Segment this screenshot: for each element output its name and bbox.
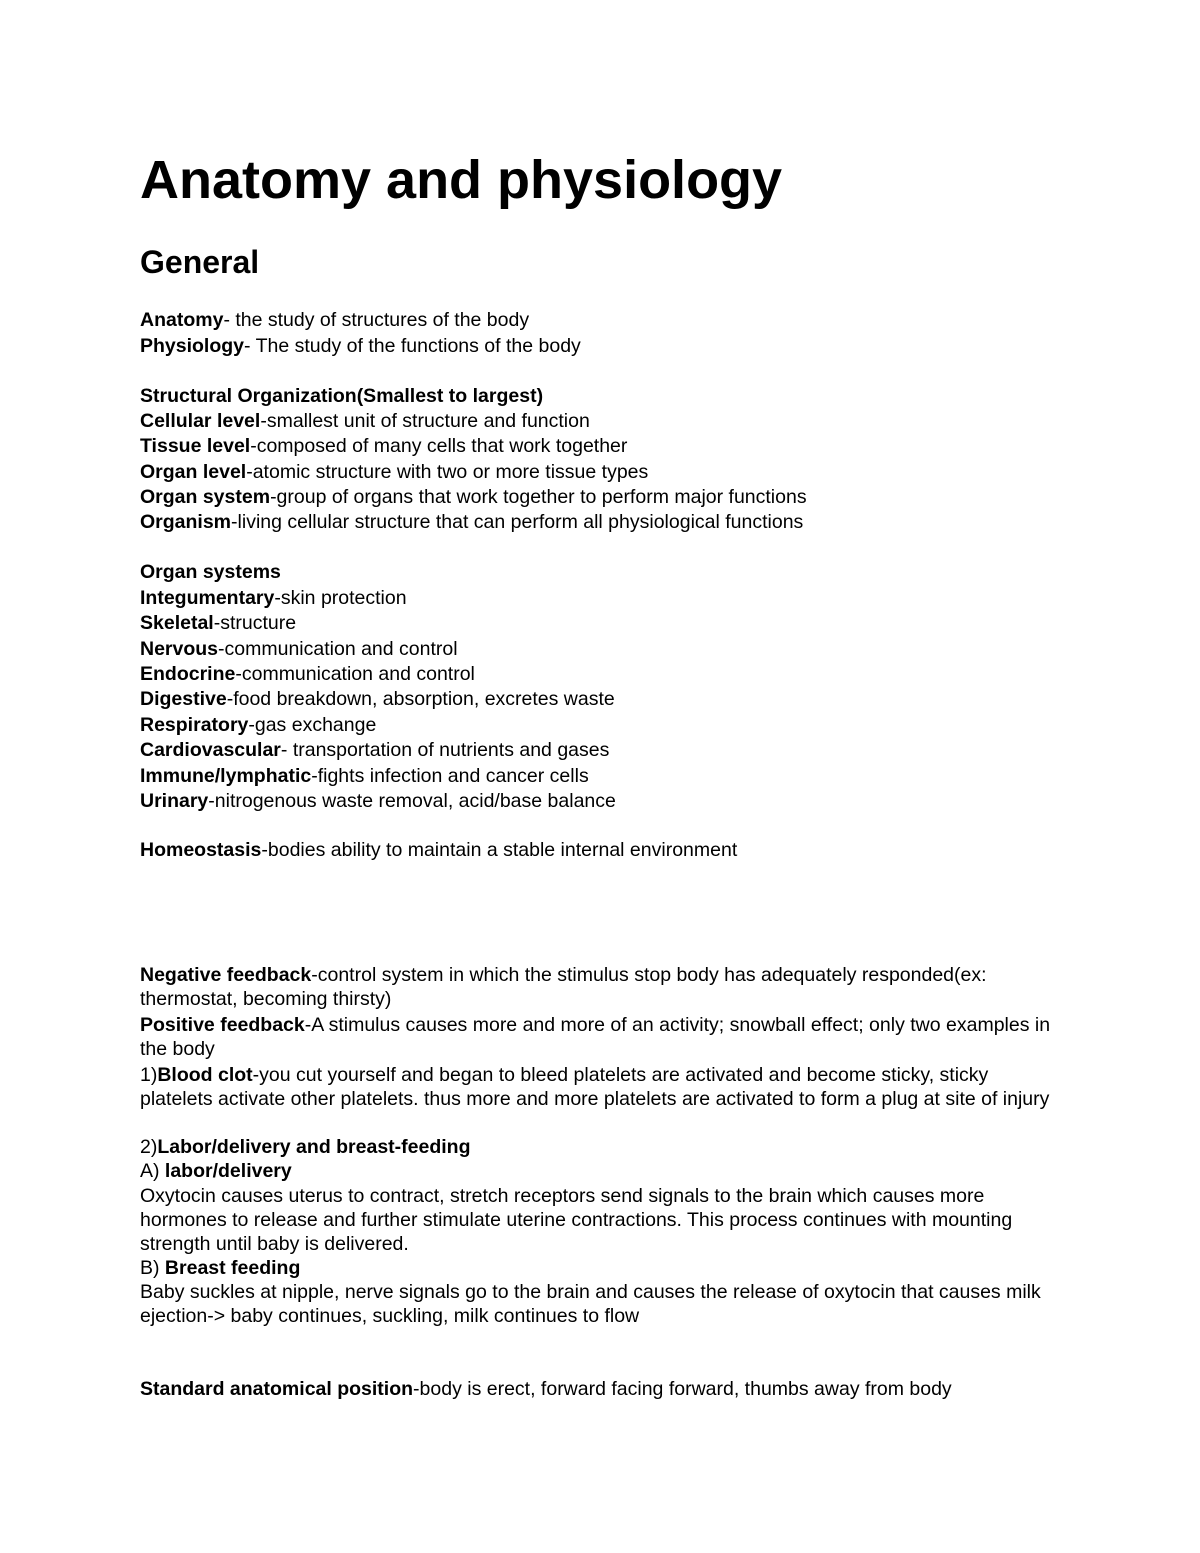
- term: Homeostasis: [140, 839, 262, 861]
- list-number: 2): [140, 1136, 158, 1158]
- description: -smallest unit of structure and function: [260, 410, 590, 432]
- term: Digestive: [140, 688, 227, 710]
- term: Breast feeding: [164, 1257, 301, 1279]
- term: labor/delivery: [164, 1160, 292, 1182]
- term: Organism: [140, 511, 232, 533]
- description: -composed of many cells that work together: [250, 435, 628, 457]
- term: Immune/lymphatic: [140, 765, 312, 787]
- description: -bodies ability to maintain a stable internal environment: [261, 839, 738, 861]
- term: Skeletal: [140, 612, 214, 634]
- term: Standard anatomical position: [140, 1378, 414, 1400]
- definition-physiology: [140, 334, 581, 358]
- description: -A stimulus causes more and more of an activity; snowball effect; only two examples in the body: [140, 1014, 1051, 1060]
- negative-feedback-definition: [140, 963, 1065, 1011]
- list-letter: A): [140, 1160, 165, 1182]
- description: -gas exchange: [248, 714, 377, 736]
- term: Physiology: [140, 335, 245, 357]
- labor-delivery-heading: [140, 1159, 292, 1183]
- structural-item-tissue: [140, 434, 627, 458]
- organ-system-urinary: [140, 789, 616, 813]
- organ-system-immune-lymphatic: [140, 764, 589, 788]
- term: Blood clot: [157, 1064, 253, 1086]
- description: -skin protection: [274, 587, 407, 609]
- structural-item-organ: [140, 460, 648, 484]
- description: - The study of the functions of the body: [244, 335, 581, 357]
- term: Labor/delivery and breast-feeding: [157, 1136, 471, 1158]
- description: -atomic structure with two or more tissue types: [246, 461, 649, 483]
- definition-anatomy: [140, 308, 529, 332]
- description: -nitrogenous waste removal, acid/base balance: [208, 790, 616, 812]
- organ-system-respiratory: [140, 713, 376, 737]
- organ-system-skeletal: [140, 611, 296, 635]
- structural-item-cellular: [140, 409, 590, 433]
- list-letter: B): [140, 1257, 165, 1279]
- term: Endocrine: [140, 663, 236, 685]
- term: Tissue level: [140, 435, 251, 457]
- description: - transportation of nutrients and gases: [280, 739, 610, 761]
- organ-system-nervous: [140, 637, 458, 661]
- term: Organ system: [140, 486, 271, 508]
- description: -communication and control: [218, 638, 458, 660]
- section-heading-general: General: [140, 244, 260, 280]
- organ-system-endocrine: [140, 662, 475, 686]
- term: Nervous: [140, 638, 219, 660]
- term: Integumentary: [140, 587, 275, 609]
- breast-feeding-text: Baby suckles at nipple, nerve signals go to the brain and causes the release of oxytocin that causes milk ejection-> baby continues, suckling, milk continues to flow: [140, 1281, 1041, 1327]
- organ-system-digestive: [140, 687, 615, 711]
- term: Respiratory: [140, 714, 249, 736]
- description: -living cellular structure that can perform all physiological functions: [231, 511, 804, 533]
- organ-systems-heading: Organ systems: [140, 561, 281, 583]
- positive-feedback-definition: [140, 1013, 1065, 1061]
- term: Positive feedback: [140, 1014, 305, 1036]
- organ-system-cardiovascular: [140, 738, 609, 762]
- structural-organization-heading: Structural Organization(Smallest to largest): [140, 385, 544, 407]
- term: Anatomy: [140, 309, 224, 331]
- description: -fights infection and cancer cells: [311, 765, 589, 787]
- homeostasis-definition: [140, 838, 737, 862]
- description: -body is erect, forward facing forward, thumbs away from body: [413, 1378, 952, 1400]
- description: -you cut yourself and began to bleed platelets are activated and become sticky, sticky platelets activate other platelets. thus more and more platelets are activated to form a plug at site of injury: [140, 1064, 1050, 1110]
- breast-feeding-heading: [140, 1256, 300, 1280]
- term: Organ level: [140, 461, 247, 483]
- structural-item-organism: [140, 510, 803, 534]
- description: -group of organs that work together to perform major functions: [270, 486, 807, 508]
- structural-item-organ-system: [140, 485, 807, 509]
- blood-clot-example: [140, 1063, 1065, 1111]
- list-number: 1): [140, 1064, 158, 1086]
- organ-system-integumentary: [140, 586, 407, 610]
- description: -control system in which the stimulus stop body has adequately responded(ex: thermostat, becoming thirsty): [140, 964, 987, 1010]
- term: Cellular level: [140, 410, 261, 432]
- description: -food breakdown, absorption, excretes waste: [226, 688, 615, 710]
- document-title: Anatomy and physiology: [140, 150, 783, 210]
- labor-breastfeeding-heading: [140, 1135, 471, 1159]
- term: Urinary: [140, 790, 209, 812]
- term: Cardiovascular: [140, 739, 281, 761]
- term: Negative feedback: [140, 964, 312, 986]
- description: - the study of structures of the body: [223, 309, 530, 331]
- description: -structure: [213, 612, 297, 634]
- description: -communication and control: [235, 663, 475, 685]
- labor-delivery-text: Oxytocin causes uterus to contract, stretch receptors send signals to the brain which causes more hormones to release and further stimulate uterine contractions. This process continues with mounting strength until baby is delivered.: [140, 1185, 1013, 1255]
- standard-anatomical-position-definition: [140, 1377, 952, 1401]
